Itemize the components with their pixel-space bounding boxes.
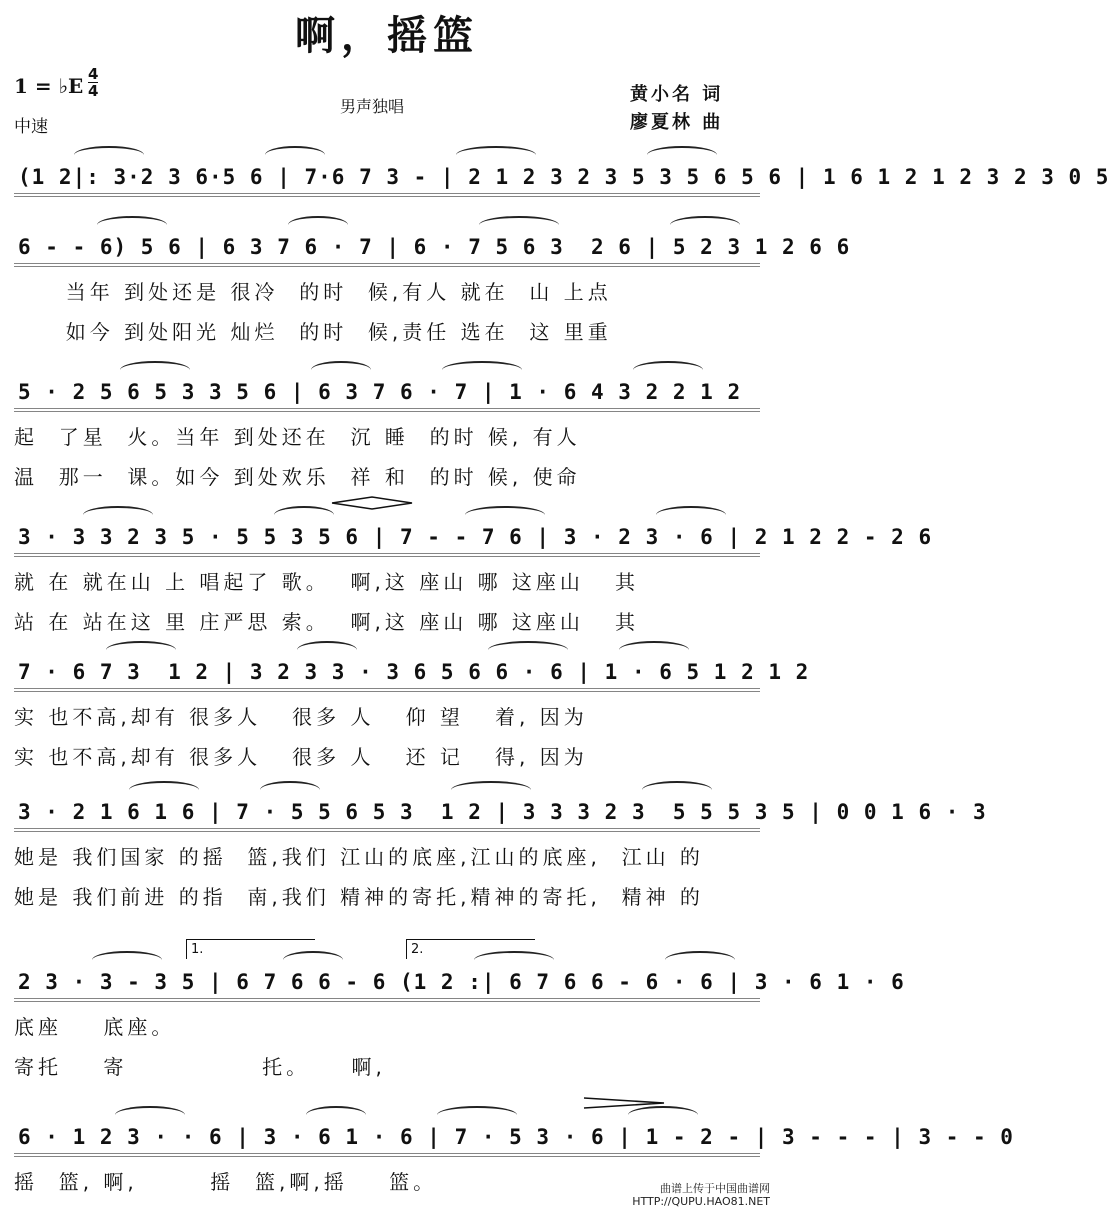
slur-mark <box>633 361 703 379</box>
lyric-line: 她是 我们前进 的指 南,我们 精神的寄托,精神的寄托, 精神 的 <box>14 885 704 909</box>
volta-bracket: 2. <box>406 939 535 959</box>
note-sequence: 7 · 6 7 3 1 2 | 3 2 3 3 · 3 6 5 6 6 · 6 | 1 · 6 5 1 2 1 2 <box>18 660 810 684</box>
slur-mark <box>670 216 740 234</box>
lyricist-credit: 黄小名 词 <box>630 84 724 105</box>
slur-mark <box>274 506 334 524</box>
beam-underline <box>14 998 760 1002</box>
slur-mark <box>451 781 531 799</box>
slur-mark <box>297 641 357 659</box>
beam-underline <box>14 408 760 412</box>
note-sequence: 5 · 2 5 6 5 3 3 5 6 | 6 3 7 6 · 7 | 1 · 6 4 3 2 2 1 2 <box>18 380 742 404</box>
slur-mark <box>656 506 726 524</box>
beam-underline <box>14 828 760 832</box>
slur-mark <box>74 146 144 164</box>
watermark: 曲谱上传于中国曲谱网 HTTP://QUPU.HAO81.NET <box>632 1182 770 1208</box>
slur-mark <box>456 146 536 164</box>
slur-mark <box>265 146 325 164</box>
beam-underline <box>14 688 760 692</box>
slur-mark <box>115 1106 185 1124</box>
slur-mark <box>488 641 568 659</box>
slur-mark <box>437 1106 517 1124</box>
lyric-line: 起 了星 火。当年 到处还在 沉 睡 的时 候, 有人 <box>14 425 581 449</box>
note-sequence: 6 · 1 2 3 · · 6 | 3 · 6 1 · 6 | 7 · 5 3 · 6 | 1 - 2 - | 3 - - - | 3 - - 0 <box>18 1125 1014 1149</box>
slur-mark <box>288 216 348 234</box>
lyric-line: 摇 篮, 啊, 摇 篮,啊,摇 篮。 <box>14 1170 438 1194</box>
slur-mark <box>260 781 320 799</box>
lyric-line: 寄托 寄 托。 啊, <box>14 1055 386 1079</box>
slur-mark <box>311 361 371 379</box>
lyric-line: 实 也不高,却有 很多人 很多 人 仰 望 着, 因为 <box>14 705 588 729</box>
beam-underline <box>14 553 760 557</box>
slur-mark <box>479 216 559 234</box>
slur-mark <box>647 146 717 164</box>
lyric-line: 当年 到处还是 很冷 的时 候,有人 就在 山 上点 <box>14 280 612 304</box>
slur-mark <box>665 951 735 969</box>
beam-underline <box>14 1153 760 1157</box>
volta-bracket: 1. <box>186 939 315 959</box>
composer-credit: 廖夏林 曲 <box>630 112 724 133</box>
note-sequence: 2 3 · 3 - 3 5 | 6 7 6 6 - 6 (1 2 :| 6 7 6 6 - 6 · 6 | 3 · 6 1 · 6 <box>18 970 905 994</box>
beam-underline <box>14 193 760 197</box>
decrescendo-mark <box>584 1096 664 1110</box>
slur-mark <box>106 641 176 659</box>
key-signature: 1 = ♭E <box>14 74 84 98</box>
lyric-line: 底座 底座。 <box>14 1015 176 1039</box>
slur-mark <box>97 216 167 234</box>
slur-mark <box>465 506 545 524</box>
slur-mark <box>83 506 153 524</box>
slur-mark <box>619 641 689 659</box>
slur-mark <box>129 781 199 799</box>
note-sequence: 3 · 3 3 2 3 5 · 5 5 3 5 6 | 7 - - 7 6 | 3 · 2 3 · 6 | 2 1 2 2 - 2 6 <box>18 525 933 549</box>
tempo-marking: 中速 <box>14 117 48 137</box>
slur-mark <box>92 951 162 969</box>
lyric-line: 她是 我们国家 的摇 篮,我们 江山的底座,江山的底座, 江山 的 <box>14 845 704 869</box>
lyric-line: 站 在 站在这 里 庄严思 索。 啊,这 座山 哪 这座山 其 <box>14 610 640 634</box>
slur-mark <box>306 1106 366 1124</box>
song-title: 啊，摇篮 <box>295 13 479 59</box>
lyric-line: 就 在 就在山 上 唱起了 歌。 啊,这 座山 哪 这座山 其 <box>14 570 640 594</box>
lyric-line: 实 也不高,却有 很多人 很多 人 还 记 得, 因为 <box>14 745 588 769</box>
time-signature: 4 4 <box>88 65 99 100</box>
note-sequence: 3 · 2 1 6 1 6 | 7 · 5 5 6 5 3 1 2 | 3 3 3 2 3 5 5 5 3 5 | 0 0 1 6 · 3 <box>18 800 987 824</box>
lyric-line: 如今 到处阳光 灿烂 的时 候,责任 选在 这 里重 <box>14 320 612 344</box>
lyric-line: 温 那一 课。如今 到处欢乐 祥 和 的时 候, 使命 <box>14 465 581 489</box>
voice-type: 男声独唱 <box>340 97 405 116</box>
slur-mark <box>442 361 522 379</box>
note-sequence: (1 2|: 3·2 3 6·5 6 | 7·6 7 3 - | 2 1 2 3 2 3 5 3 5 6 5 6 | 1 6 1 2 1 2 3 2 3 0 5 <box>18 165 1109 189</box>
slur-mark <box>120 361 190 379</box>
beam-underline <box>14 263 760 267</box>
note-sequence: 6 - - 6) 5 6 | 6 3 7 6 · 7 | 6 · 7 5 6 3 2 6 | 5 2 3 1 2 6 6 <box>18 235 851 259</box>
crescendo-decrescendo-mark <box>332 496 412 510</box>
slur-mark <box>642 781 712 799</box>
